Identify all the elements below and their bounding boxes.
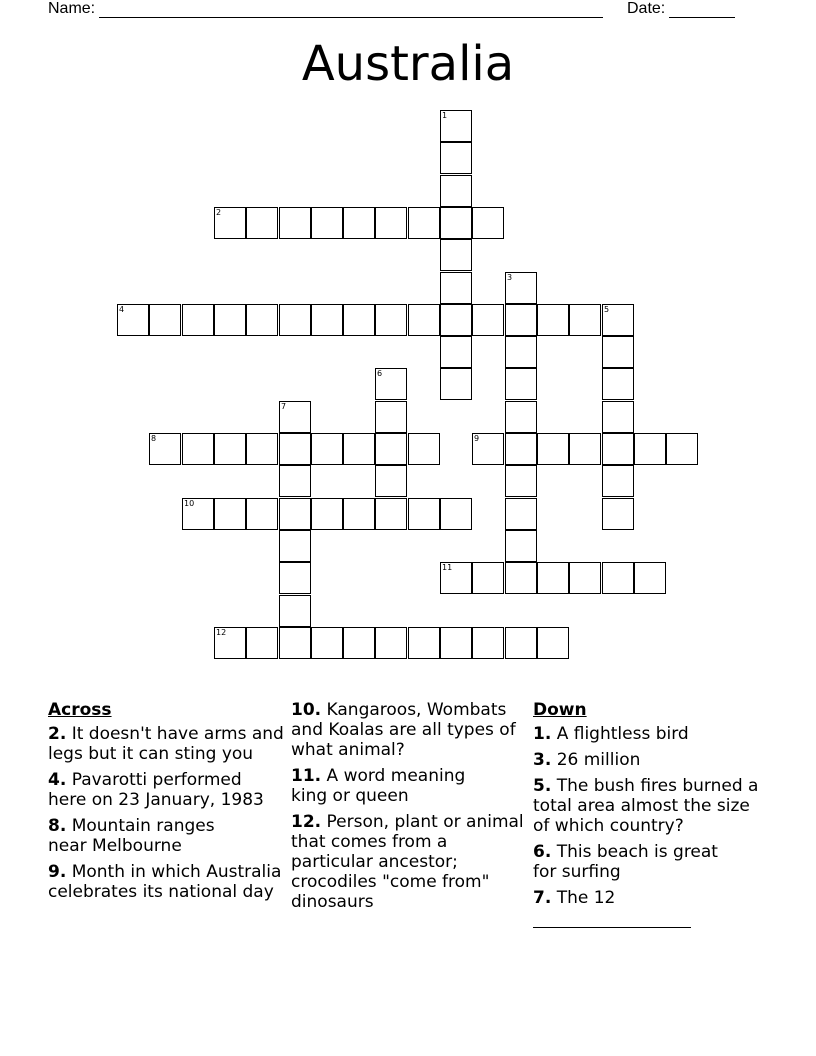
cell-number: 7 — [281, 402, 287, 411]
grid-cell[interactable] — [440, 368, 472, 400]
grid-cell[interactable] — [375, 433, 407, 465]
cell-number: 2 — [216, 208, 222, 217]
grid-cell[interactable] — [472, 304, 504, 336]
grid-cell[interactable] — [505, 433, 537, 465]
grid-cell[interactable] — [440, 239, 472, 271]
grid-cell[interactable] — [440, 304, 472, 336]
clue-across-10: 10. Kangaroos, Wombats and Koalas are all types of what animal? — [291, 700, 516, 760]
grid-cell[interactable] — [375, 498, 407, 530]
clue-across-2: 2. It doesn't have arms and legs but it can sting you — [48, 724, 284, 764]
grid-cell[interactable] — [375, 207, 407, 239]
grid-cell[interactable] — [246, 304, 278, 336]
grid-cell[interactable] — [214, 433, 246, 465]
grid-cell[interactable] — [375, 368, 407, 400]
grid-cell[interactable] — [602, 498, 634, 530]
page-title: Australia — [301, 36, 515, 92]
grid-cell[interactable] — [505, 272, 537, 304]
grid-cell[interactable] — [440, 175, 472, 207]
grid-cell[interactable] — [246, 433, 278, 465]
grid-cell[interactable] — [505, 368, 537, 400]
grid-cell[interactable] — [279, 498, 311, 530]
grid-cell[interactable] — [279, 465, 311, 497]
grid-cell[interactable] — [182, 304, 214, 336]
grid-cell[interactable] — [375, 465, 407, 497]
grid-cell[interactable] — [505, 336, 537, 368]
clue-down-7: 7. The 12 — [533, 888, 761, 928]
grid-cell[interactable] — [343, 627, 375, 659]
grid-cell[interactable] — [279, 627, 311, 659]
grid-cell[interactable] — [440, 142, 472, 174]
cell-number: 4 — [119, 305, 125, 314]
grid-cell[interactable] — [602, 336, 634, 368]
grid-cell[interactable] — [214, 498, 246, 530]
fill-in-blank — [533, 909, 691, 928]
cell-number: 10 — [184, 499, 195, 508]
grid-cell[interactable] — [602, 401, 634, 433]
clue-across-8: 8. Mountain ranges near Melbourne — [48, 816, 215, 856]
grid-cell[interactable] — [505, 530, 537, 562]
clue-across-11: 11. A word meaning king or queen — [291, 766, 466, 806]
name-label: Name: — [48, 0, 96, 17]
grid-cell[interactable] — [279, 530, 311, 562]
grid-cell[interactable] — [408, 433, 440, 465]
grid-cell[interactable] — [569, 562, 601, 594]
grid-cell[interactable] — [246, 627, 278, 659]
across-clues-col2 — [291, 700, 527, 918]
grid-cell[interactable] — [182, 498, 214, 530]
cell-number: 11 — [442, 563, 453, 572]
grid-cell[interactable] — [311, 433, 343, 465]
grid-cell[interactable] — [472, 627, 504, 659]
clue-across-12: 12. Person, plant or animal that comes from a particular ancestor; crocodiles "come from" dinosaurs — [291, 812, 524, 912]
grid-cell[interactable] — [440, 110, 472, 142]
grid-cell[interactable] — [375, 304, 407, 336]
grid-cell[interactable] — [537, 304, 569, 336]
grid-cell[interactable] — [537, 562, 569, 594]
grid-cell[interactable] — [505, 465, 537, 497]
clue-down-5: 5. The bush fires burned a total area almost the size of which country? — [533, 776, 759, 836]
grid-cell[interactable] — [246, 498, 278, 530]
grid-cell[interactable] — [343, 207, 375, 239]
grid-cell[interactable] — [472, 433, 504, 465]
grid-cell[interactable] — [602, 465, 634, 497]
grid-cell[interactable] — [375, 627, 407, 659]
grid-cell[interactable] — [311, 304, 343, 336]
clue-down-6: 6. This beach is great for surfing — [533, 842, 718, 882]
grid-cell[interactable] — [634, 562, 666, 594]
grid-cell[interactable] — [505, 304, 537, 336]
grid-cell[interactable] — [279, 207, 311, 239]
grid-cell[interactable] — [472, 207, 504, 239]
grid-cell[interactable] — [472, 562, 504, 594]
grid-cell[interactable] — [343, 304, 375, 336]
cell-number: 5 — [604, 305, 610, 314]
grid-cell[interactable] — [117, 304, 149, 336]
cell-number: 3 — [507, 273, 513, 282]
grid-cell[interactable] — [408, 498, 440, 530]
cell-number: 8 — [151, 434, 157, 443]
cell-number: 9 — [474, 434, 480, 443]
grid-cell[interactable] — [279, 595, 311, 627]
grid-cell[interactable] — [666, 433, 698, 465]
clue-down-1: 1. A flightless bird — [533, 724, 689, 744]
across-heading: Across — [48, 700, 112, 720]
grid-cell[interactable] — [440, 336, 472, 368]
grid-cell[interactable] — [505, 401, 537, 433]
grid-cell[interactable] — [505, 562, 537, 594]
grid-cell[interactable] — [408, 627, 440, 659]
grid-cell[interactable] — [279, 562, 311, 594]
grid-cell[interactable] — [440, 562, 472, 594]
grid-cell[interactable] — [214, 627, 246, 659]
grid-cell[interactable] — [214, 304, 246, 336]
grid-cell[interactable] — [440, 627, 472, 659]
grid-cell[interactable] — [408, 304, 440, 336]
grid-cell[interactable] — [505, 498, 537, 530]
grid-cell[interactable] — [343, 433, 375, 465]
grid-cell[interactable] — [311, 207, 343, 239]
cell-number: 6 — [377, 369, 383, 378]
grid-cell[interactable] — [602, 562, 634, 594]
grid-cell[interactable] — [246, 207, 278, 239]
clue-across-4: 4. Pavarotti performed here on 23 January, 1983 — [48, 770, 264, 810]
grid-cell[interactable] — [602, 368, 634, 400]
grid-cell[interactable] — [279, 433, 311, 465]
grid-cell[interactable] — [505, 627, 537, 659]
grid-cell[interactable] — [279, 304, 311, 336]
down-clues — [533, 700, 761, 934]
grid-cell[interactable] — [149, 433, 181, 465]
grid-cell[interactable] — [408, 207, 440, 239]
grid-cell[interactable] — [279, 401, 311, 433]
grid-cell[interactable] — [634, 433, 666, 465]
date-label: Date: — [627, 0, 666, 17]
across-clues-col1 — [48, 700, 284, 908]
grid-cell[interactable] — [149, 304, 181, 336]
grid-cell[interactable] — [537, 433, 569, 465]
grid-cell[interactable] — [602, 433, 634, 465]
grid-cell[interactable] — [440, 272, 472, 304]
cell-number: 12 — [216, 628, 227, 637]
grid-cell[interactable] — [311, 498, 343, 530]
down-heading: Down — [533, 700, 587, 720]
grid-cell[interactable] — [440, 498, 472, 530]
grid-cell[interactable] — [343, 498, 375, 530]
grid-cell[interactable] — [569, 433, 601, 465]
grid-cell[interactable] — [182, 433, 214, 465]
cell-number: 1 — [442, 111, 448, 120]
grid-cell[interactable] — [440, 207, 472, 239]
grid-cell[interactable] — [602, 304, 634, 336]
clue-across-9: 9. Month in which Australia celebrates its national day — [48, 862, 282, 902]
clue-down-3: 3. 26 million — [533, 750, 641, 770]
grid-cell[interactable] — [537, 627, 569, 659]
grid-cell[interactable] — [569, 304, 601, 336]
grid-cell[interactable] — [214, 207, 246, 239]
grid-cell[interactable] — [311, 627, 343, 659]
grid-cell[interactable] — [375, 401, 407, 433]
